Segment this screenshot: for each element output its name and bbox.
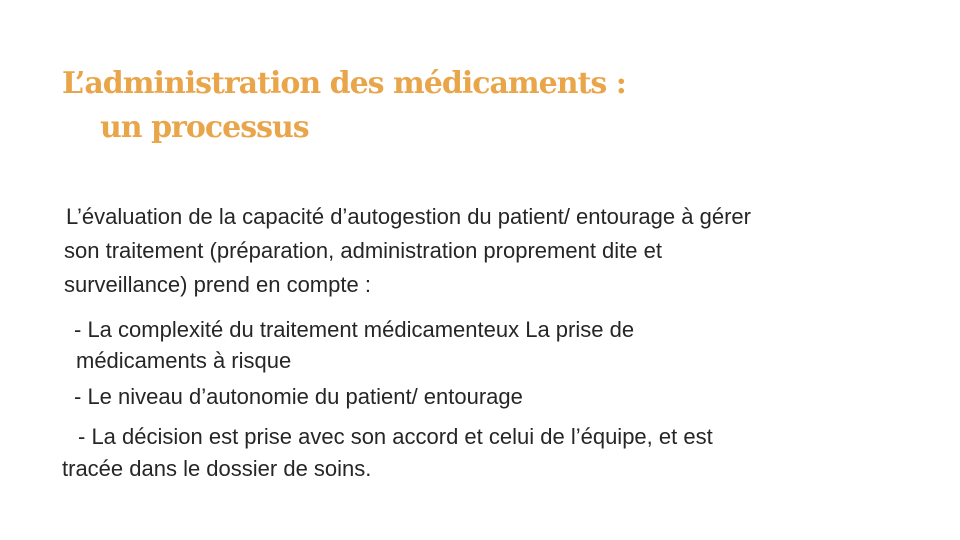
bullet-item-2: - Le niveau d’autonomie du patient/ entourage — [74, 384, 523, 409]
intro-line-3: surveillance) prend en compte : — [64, 272, 371, 297]
bullet-item-1-line-2: médicaments à risque — [76, 348, 292, 373]
slide-title-line-1: L’administration des médicaments : — [62, 66, 626, 101]
bullet-item-3-line-1: - La décision est prise avec son accord et celui de l’équipe, et est — [78, 424, 713, 449]
slide-title-line-2: un processus — [100, 110, 309, 145]
intro-line-2: son traitement (préparation, administration proprement dite et — [64, 238, 662, 263]
intro-line-1: L’évaluation de la capacité d’autogestion du patient/ entourage à gérer — [66, 204, 751, 229]
bullet-item-1-line-1: - La complexité du traitement médicamenteux La prise de — [74, 317, 635, 342]
bullet-item-3-line-2: tracée dans le dossier de soins. — [62, 456, 372, 481]
